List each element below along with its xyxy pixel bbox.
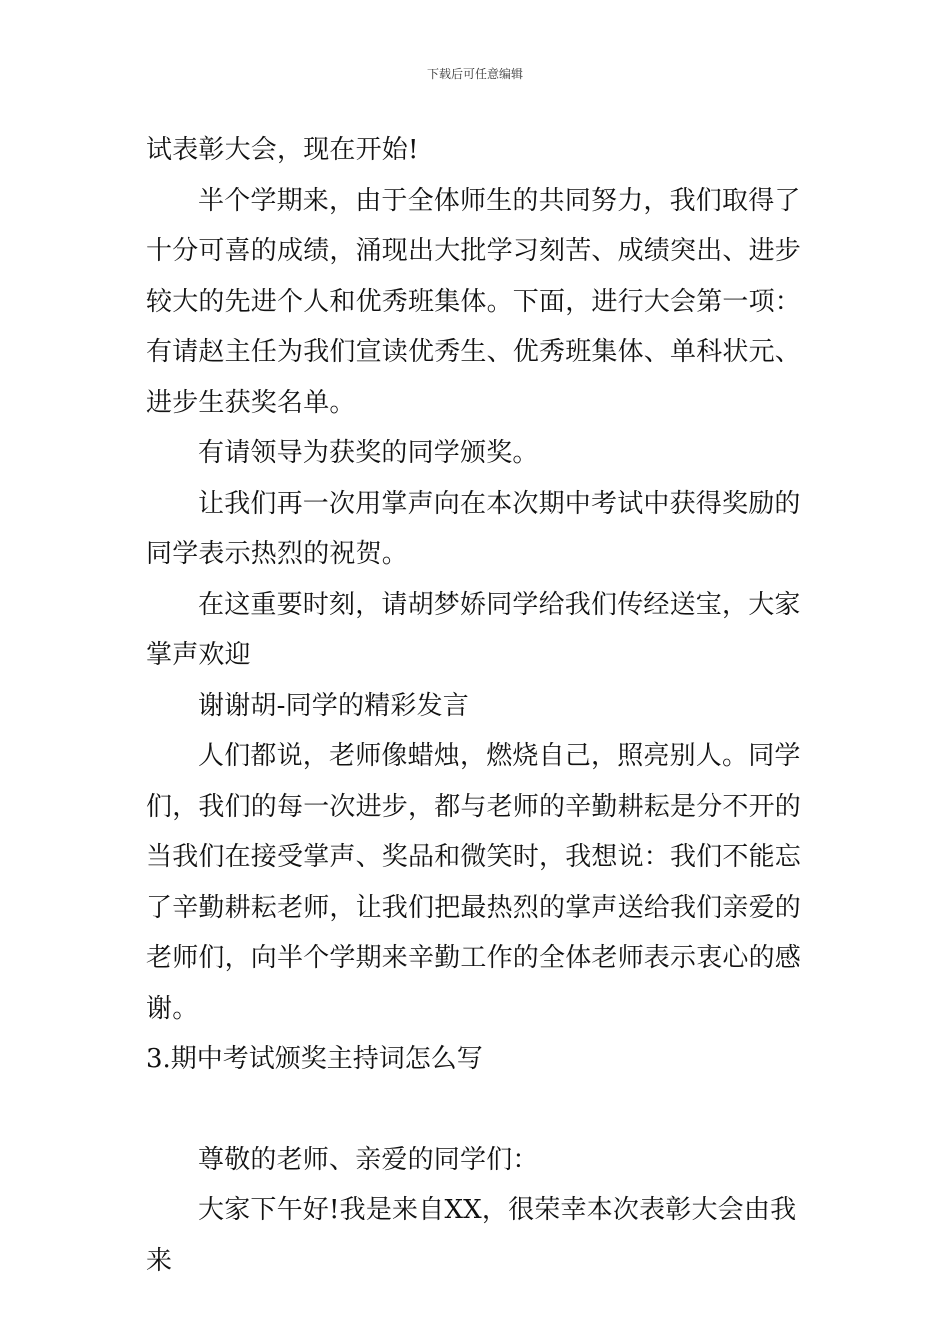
document-body	[146, 125, 810, 1286]
paragraph-4: 让我们再一次用掌声向在本次期中考试中获得奖励的同学表示热烈的祝贺。	[146, 488, 801, 569]
paragraph-1: 试表彰大会，现在开始!	[146, 135, 419, 165]
paragraph-3: 有请领导为获奖的同学颁奖。	[198, 438, 539, 468]
paragraph-6: 谢谢胡-同学的精彩发言	[198, 690, 469, 721]
paragraph-2: 半个学期来，由于全体师生的共同努力，我们取得了十分可喜的成绩，涌现出大批学习刻苦、成绩突出、进步较大的先进个人和优秀班集体。下面，进行大会第一项：有请赵主任为我们宣读优秀生、优秀班集体、单科状元、进步生获奖名单。	[146, 185, 802, 418]
section-paragraph-1: 尊敬的老师、亲爱的同学们：	[198, 1144, 539, 1175]
paragraph-5: 在这重要时刻，请胡梦娇同学给我们传经送宝，大家掌声欢迎	[146, 589, 801, 670]
paragraph-7: 人们都说，老师像蜡烛，燃烧自己，照亮别人。同学们，我们的每一次进步，都与老师的辛勤耕耘是分不开的当我们在接受掌声、奖品和微笑时，我想说：我们不能忘了辛勤耕耘老师，让我们把最热烈的掌声送给我们亲爱的老师们，向半个学期来辛勤工作的全体老师表示衷心的感谢。	[146, 741, 802, 1024]
page-header: 下载后可任意编辑	[426, 67, 523, 81]
section-heading: 3.期中考试颁奖主持词怎么写	[146, 1044, 483, 1074]
section-paragraph-2: 大家下午好!我是来自XX，很荣幸本次表彰大会由我来	[146, 1195, 797, 1276]
section-spacer	[146, 1085, 810, 1135]
